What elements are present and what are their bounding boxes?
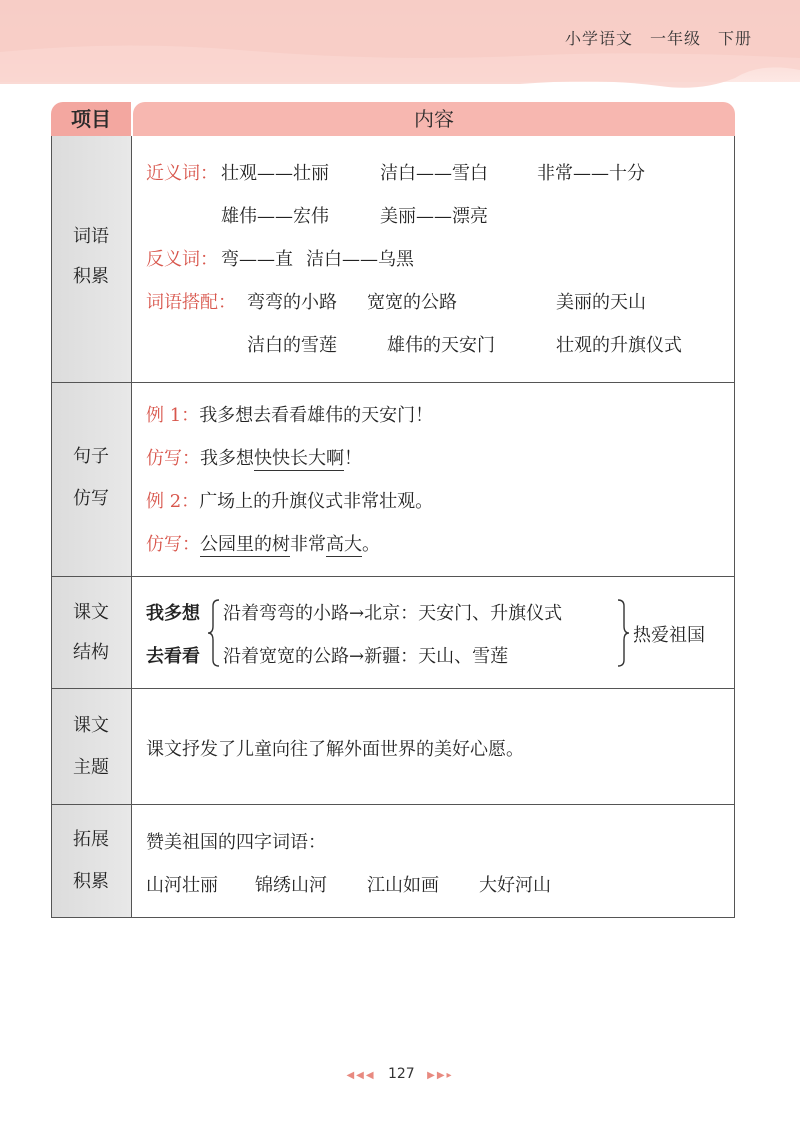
synonym-pair: 洁白——雪白 (380, 163, 488, 184)
page-footer (0, 1066, 800, 1082)
next-arrows-icon: ▶▶▸ (427, 1070, 454, 1081)
theme-text: 课文抒发了儿童向往了解外面世界的美好心愿。 (146, 739, 524, 760)
row-divider (51, 382, 735, 383)
antonym-tag: 反义词： (146, 249, 218, 270)
synonym-pair: 美丽——漂亮 (380, 206, 488, 227)
synonym-pair: 非常——十分 (537, 163, 645, 184)
summary-table (51, 102, 735, 918)
prev-arrows-icon: ◀◀◀ (346, 1070, 376, 1081)
idiom: 山河壮丽 (146, 875, 218, 896)
structure-lead-2: 去看看 (146, 646, 200, 667)
page-number: 127 (387, 1066, 415, 1082)
collocation-tag: 词语搭配： (146, 292, 236, 313)
row-label-extension-1: 拓展 (73, 829, 109, 850)
row-divider (51, 576, 735, 577)
row-label-structure-1: 课文 (73, 602, 109, 623)
row-label-sentences-2: 仿写 (73, 488, 109, 509)
structure-lead-1: 我多想 (146, 603, 200, 624)
collocation: 美丽的天山 (556, 292, 646, 313)
structure-path-2: 沿着宽宽的公路→新疆：天山、雪莲 (223, 646, 509, 667)
idiom: 江山如画 (367, 875, 439, 896)
column-header-item: 项目 (51, 102, 131, 136)
row-label-theme-1: 课文 (73, 715, 109, 736)
idiom: 锦绣山河 (255, 875, 327, 896)
example-sentence-1: 例 1：我多想去看看雄伟的天安门！ (146, 405, 434, 426)
idiom: 大好河山 (479, 875, 551, 896)
imitation-sentence-2: 仿写：公园里的树非常高大。 (146, 534, 380, 555)
row-divider (51, 804, 735, 805)
left-brace (207, 598, 221, 668)
row-label-extension-2: 积累 (73, 871, 109, 892)
column-header-content: 内容 (133, 102, 735, 136)
antonym-pair: 弯——直 (221, 249, 293, 270)
synonym-pair: 壮观——壮丽 (221, 163, 329, 184)
row-label-theme-2: 主题 (73, 757, 109, 778)
row-label-sentences-1: 句子 (73, 446, 109, 467)
collocation: 洁白的雪莲 (247, 335, 337, 356)
synonym-pair: 雄伟——宏伟 (221, 206, 329, 227)
collocation: 宽宽的公路 (367, 292, 457, 313)
book-title: 小学语文 一年级 下册 (564, 29, 752, 48)
row-divider (51, 688, 735, 689)
row-label-structure-2: 结构 (73, 642, 109, 663)
collocation: 壮观的升旗仪式 (556, 335, 682, 356)
row-label-words-1: 词语 (73, 226, 109, 247)
antonym-pair: 洁白——乌黑 (306, 249, 414, 270)
collocation: 弯弯的小路 (247, 292, 337, 313)
synonym-tag: 近义词： (146, 163, 218, 184)
collocation: 雄伟的天安门 (387, 335, 495, 356)
structure-path-1: 沿着弯弯的小路→北京：天安门、升旗仪式 (223, 603, 563, 624)
imitation-sentence-1: 仿写：我多想快快长大啊！ (146, 448, 362, 469)
right-brace (616, 598, 630, 668)
row-label-words-2: 积累 (73, 266, 109, 287)
example-sentence-2: 例 2：广场上的升旗仪式非常壮观。 (146, 491, 434, 512)
structure-conclusion: 热爱祖国 (633, 625, 705, 646)
extension-intro: 赞美祖国的四字词语： (146, 832, 326, 853)
